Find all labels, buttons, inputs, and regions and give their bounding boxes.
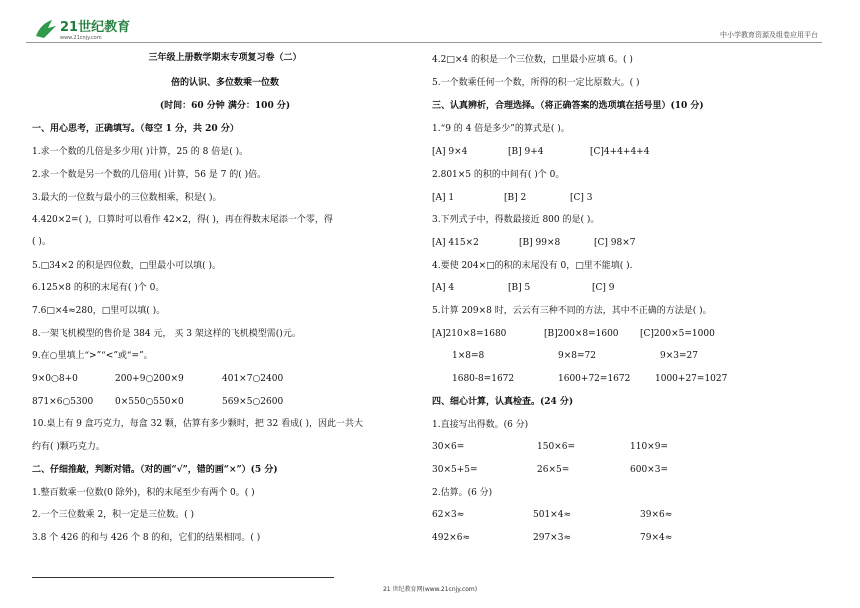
calc-item: 30×6=	[432, 442, 465, 452]
judge-question-4: 4.2□×4 的积是一个三位数，□里最小应填 6。( )	[432, 55, 633, 65]
compare-item: 0×550○550×0	[115, 397, 184, 407]
method-step: 1600+72=1672	[558, 374, 631, 384]
choice-question-1: 1.“9 的 4 倍是多少”的算式是( )。	[432, 124, 570, 134]
choice-option: [A] 4	[432, 283, 455, 293]
estimate-item: 39×6≈	[640, 510, 673, 520]
estimate-item: 79×4≈	[640, 533, 673, 543]
calc-item: 26×5=	[537, 465, 570, 475]
judge-question-5: 5.一个数乘任何一个数，所得的积一定比原数大。( )	[432, 78, 640, 88]
section4-heading: 四、细心计算，认真检查。(24 分)	[432, 397, 574, 407]
logo	[30, 14, 150, 42]
fill-question-3: 3.最大的一位数与最小的三位数相乘，积是( )。	[32, 193, 222, 203]
header-divider	[26, 42, 822, 43]
fill-question-2: 2.求一个数是另一个数的几倍用( )计算，56 是 7 的( )倍。	[32, 170, 267, 180]
calc-part-2-label: 2.估算。(6 分)	[432, 488, 493, 498]
choice-question-3: 3.下列式子中，得数最接近 800 的是( )。	[432, 215, 600, 225]
fill-question-8: 8.一架飞机模型的售价是 384 元， 买 3 架这样的飞机模型需()元。	[32, 329, 301, 339]
compare-item: 9×0○8+0	[32, 374, 78, 384]
choice-option: [C] 9	[592, 283, 615, 293]
fill-question-1: 1.求一个数的几倍是多少用( )计算，25 的 8 倍是( )。	[32, 147, 249, 157]
section2-heading: 二、仔细推敲，判断对错。（对的画“√”，错的画“×”）(5 分)	[32, 465, 278, 475]
choice-option: [B] 9+4	[508, 147, 544, 157]
calc-part-1-label: 1.直接写出得数。(6 分)	[432, 420, 529, 430]
choice-option: [A] 9×4	[432, 147, 468, 157]
estimate-item: 501×4≈	[533, 510, 571, 520]
method-step: 1680-8=1672	[452, 374, 515, 384]
fill-question-7: 7.6□×4≈280，□里可以填( )。	[32, 306, 166, 316]
fill-question-5: 5.□34×2 的积是四位数，□里最小可以填( )。	[32, 261, 222, 271]
choice-question-5: 5.计算 209×8 时，云云有三种不同的方法，其中不正确的方法是( )。	[432, 306, 712, 316]
compare-item: 200+9○200×9	[115, 374, 184, 384]
choice-question-2: 2.801×5 的积的中间有( )个 0。	[432, 170, 565, 180]
method-step: [C]200×5=1000	[640, 329, 715, 339]
method-step: 9×8=72	[558, 351, 596, 361]
calc-item: 30×5+5=	[432, 465, 478, 475]
page-title: 三年级上册数学期末专项复习卷（二）	[148, 53, 302, 63]
fill-question-4-line1: 4.420×2=( )，口算时可以看作 42×2，得( )，再在得数末尾添一个零，得	[32, 215, 333, 225]
section3-heading: 三、认真辨析，合理选择。（将正确答案的选项填在括号里）(10 分)	[432, 101, 704, 111]
fill-question-9: 9.在○里填上“>”“<”或“=”。	[32, 351, 153, 361]
method-step: 9×3=27	[660, 351, 698, 361]
estimate-item: 492×6≈	[432, 533, 470, 543]
footer-text: 21 世纪教育网(www.21cnjy.com)	[382, 586, 478, 593]
fill-question-10-line1: 10.桌上有 9 盒巧克力，每盒 32 颗，估算有多少颗时，把 32 看成( )，因此一共大	[32, 419, 363, 429]
logo-text: 21世纪教育	[60, 20, 131, 35]
judge-question-1: 1.整百数乘一位数(0 除外)，积的末尾至少有两个 0。( )	[32, 488, 255, 498]
calc-item: 600×3=	[630, 465, 668, 475]
compare-item: 569×5○2600	[222, 397, 284, 407]
choice-option: [A] 1	[432, 193, 455, 203]
calc-item: 110×9=	[630, 442, 668, 452]
calc-item: 150×6=	[537, 442, 575, 452]
compare-item: 871×6○5300	[32, 397, 94, 407]
choice-question-4: 4.要使 204×□的积的末尾没有 0，□里不能填( ).	[432, 261, 633, 271]
choice-option: [C] 3	[570, 193, 593, 203]
section1-heading: 一、用心思考，正确填写。（每空 1 分，共 20 分）	[32, 124, 239, 134]
fill-question-10-line2: 约有( )颗巧克力。	[32, 442, 105, 452]
logo-url: www.21cnjy.com	[60, 35, 102, 41]
compare-item: 401×7○2400	[222, 374, 284, 384]
choice-option: [A] 415×2	[432, 238, 479, 248]
logo-runner-icon	[36, 20, 56, 38]
method-step: [B]200×8=1600	[544, 329, 619, 339]
choice-option: [C]4+4+4+4	[590, 147, 650, 157]
time-info: (时间：60 分钟 满分：100 分)	[159, 101, 291, 111]
method-step: 1000+27=1027	[655, 374, 728, 384]
choice-option: [B] 2	[504, 193, 527, 203]
method-step: [A]210×8=1680	[432, 329, 507, 339]
fill-question-6: 6.125×8 的积的末尾有( )个 0。	[32, 283, 165, 293]
choice-option: [B] 5	[508, 283, 531, 293]
footer-divider	[32, 577, 334, 578]
page-subtitle: 倍的认识、多位数乘一位数	[170, 78, 279, 88]
fill-question-4-line2: ( )。	[32, 237, 51, 247]
method-step: 1×8=8	[452, 351, 485, 361]
estimate-item: 62×3≈	[432, 510, 465, 520]
judge-question-3: 3.8 个 426 的和与 426 个 8 的和，它们的结果相同。( )	[32, 533, 261, 543]
choice-option: [B] 99×8	[519, 238, 561, 248]
judge-question-2: 2.一个三位数乘 2，积一定是三位数。( )	[32, 510, 195, 520]
header-platform-text: 中小学教育资源及组卷应用平台	[720, 31, 818, 39]
choice-option: [C] 98×7	[594, 238, 636, 248]
estimate-item: 297×3≈	[533, 533, 571, 543]
